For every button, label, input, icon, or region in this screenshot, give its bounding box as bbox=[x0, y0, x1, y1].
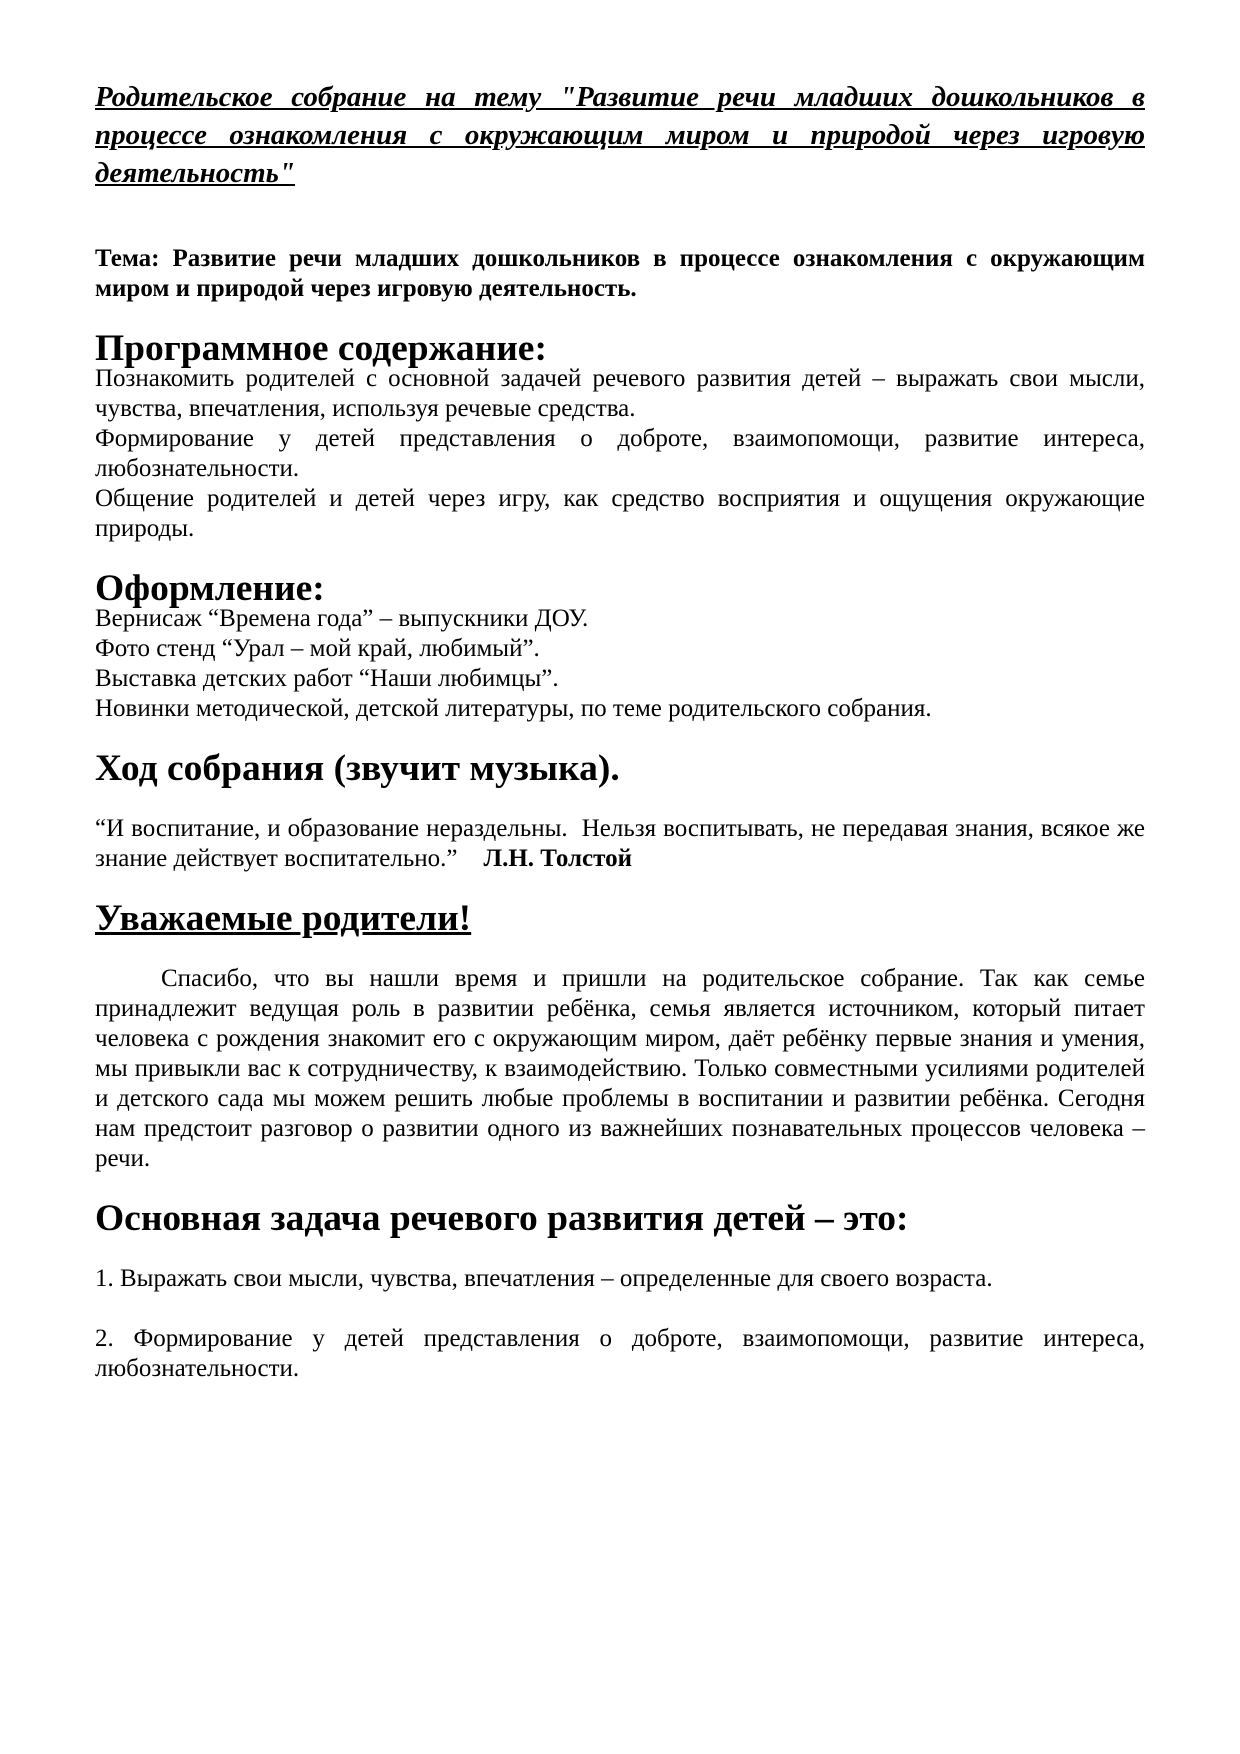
task-item: 2. Формирование у детей представления о доброте, взаимопомощи, развитие интереса, любознательности. bbox=[95, 1325, 1145, 1382]
document-title: Родительское собрание на тему "Развитие речи младших дошкольников в процессе ознакомления с окружающим миром и природой через игровую деятельность" bbox=[95, 81, 1145, 189]
salutation-heading: Уважаемые родители! bbox=[95, 898, 472, 939]
program-item: Познакомить родителей с основной задачей речевого развития детей – выражать свои мысли, чувства, впечатления, используя речевые средства. bbox=[95, 365, 1145, 422]
theme-paragraph: Тема: Развитие речи младших дошкольников в процессе ознакомления с окружающим миром и природой через игровую деятельность. bbox=[95, 245, 1145, 302]
quote-author: Л.Н. Толстой bbox=[483, 845, 633, 872]
intro-paragraph: Спасибо, что вы нашли время и пришли на родительское собрание. Так как семье принадлежит ведущая роль в развитии ребёнка, семья является источником, который питает человека с рождения знакомит его с окружающим миром, даёт ребёнку первые знания и умения, мы привыкли вас к сотрудничеству, к взаимодействию. Только совместными усилиями родителей и детского сада мы можем решить любые проблемы в воспитании и развитии ребёнка. Сегодня нам предстоит разговор о развитии одного из важнейших познавательных процессов человека – речи. bbox=[95, 965, 1145, 1172]
decoration-item: Фото стенд “Урал – мой край, любимый”. bbox=[95, 635, 540, 662]
program-item: Формирование у детей представления о доброте, взаимопомощи, развитие интереса, любознательности. bbox=[95, 425, 1145, 482]
decoration-item: Выставка детских работ “Наши любимцы”. bbox=[95, 665, 559, 692]
program-heading: Программное содержание: bbox=[95, 328, 547, 369]
decoration-item: Новинки методической, детской литературы, по теме родительского собрания. bbox=[95, 695, 932, 722]
main-task-heading: Основная задача речевого развития детей – это: bbox=[95, 1198, 909, 1239]
decoration-item: Вернисаж “Времена года” – выпускники ДОУ. bbox=[95, 605, 589, 632]
program-item: Общение родителей и детей через игру, как средство восприятия и ощущения окружающие природы. bbox=[95, 485, 1145, 542]
quote-paragraph bbox=[95, 814, 1152, 874]
course-heading: Ход собрания (звучит музыка). bbox=[95, 748, 620, 789]
decoration-heading: Оформление: bbox=[95, 568, 325, 609]
quote-text: “И воспитание, и образование нераздельны. Нельзя воспитывать, не передавая знания, всякое же знание действует воспитательно.” bbox=[95, 815, 1152, 872]
task-item: 1. Выражать свои мысли, чувства, впечатления – определенные для своего возраста. bbox=[95, 1265, 993, 1292]
